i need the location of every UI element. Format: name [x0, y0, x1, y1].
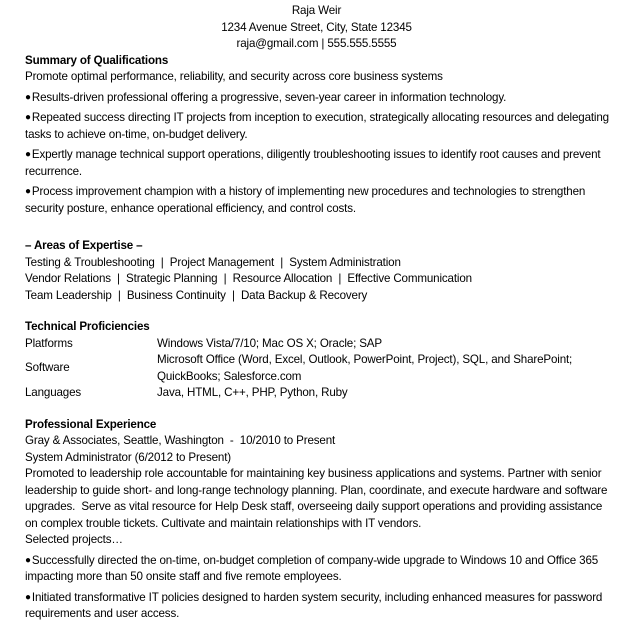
summary-bullet	[25, 110, 615, 143]
experience-section	[25, 417, 611, 623]
summary-bullet-text: Results-driven professional offering a progressive, seven-year career in information technology.	[31, 90, 507, 104]
technical-row-platforms	[25, 336, 608, 353]
technical-section	[25, 319, 608, 402]
summary-bullet	[25, 147, 615, 180]
project-bullet-text: Initiated transformative IT policies designed to harden system security, including enhanced measures for password requirements and user access.	[25, 590, 603, 620]
technical-value: Java, HTML, C++, PHP, Python, Ruby	[157, 386, 348, 399]
summary-section	[25, 53, 608, 218]
project-bullet	[25, 590, 615, 623]
technical-label: Software	[25, 361, 70, 375]
candidate-contact: raja@gmail.com | 555.555.5555	[236, 37, 397, 50]
expertise-heading: – Areas of Expertise –	[25, 239, 143, 252]
technical-label: Platforms	[25, 336, 73, 350]
technical-label: Languages	[25, 386, 82, 399]
resume-header	[25, 3, 608, 53]
experience-job-title: System Administrator (6/2012 to Present)	[25, 450, 231, 464]
technical-value: Microsoft Office (Word, Excel, Outlook, PowerPoint, Project), SQL, and SharePoint; QuickBooks; Salesforce.com	[157, 353, 573, 383]
spacer	[25, 217, 608, 238]
project-bullet-text: Successfully directed the on-time, on-budget completion of company-wide upgrade to Windows 10 and Office 365 impacting more than 50 onsite staff and five remote employees.	[25, 553, 599, 583]
expertise-section	[25, 238, 608, 304]
expertise-row: Team Leadership | Business Continuity | Data Backup & Recovery	[25, 288, 368, 302]
spacer	[25, 304, 608, 319]
bullet-icon: ●	[25, 112, 31, 123]
summary-bullet	[25, 184, 615, 217]
candidate-address: 1234 Avenue Street, City, State 12345	[221, 20, 412, 34]
expertise-row: Testing & Troubleshooting | Project Management | System Administration	[25, 255, 401, 269]
spacer	[25, 402, 608, 417]
candidate-name: Raja Weir	[291, 4, 342, 17]
experience-heading: Professional Experience	[25, 417, 157, 431]
summary-intro: Promote optimal performance, reliability, and security across core business systems	[25, 70, 443, 83]
summary-bullet-text: Expertly manage technical support operations, diligently troubleshooting issues to identify root causes and prevent recurrence.	[25, 148, 601, 178]
summary-heading: Summary of Qualifications	[25, 53, 169, 67]
experience-projects-label: Selected projects…	[25, 533, 123, 546]
experience-employer: Gray & Associates, Seattle, Washington - 10/2010 to Present	[25, 434, 336, 447]
summary-bullet-text: Repeated success directing IT projects from inception to execution, strategically allocating resources and delegating tasks to achieve on-time, on-budget delivery.	[25, 111, 609, 141]
technical-heading: Technical Proficiencies	[25, 320, 150, 333]
technical-value: Windows Vista/7/10; Mac OS X; Oracle; SAP	[157, 336, 382, 350]
bullet-icon: ●	[25, 91, 31, 103]
summary-bullet	[25, 90, 615, 107]
bullet-icon: ●	[25, 149, 31, 160]
project-bullet	[25, 553, 615, 586]
summary-bullet-text: Process improvement champion with a history of implementing new procedures and technologies to strengthen security posture, enhance operational efficiency, and control costs.	[25, 185, 586, 215]
technical-row-languages	[25, 385, 608, 402]
expertise-row: Vendor Relations | Strategic Planning | Resource Allocation | Effective Communication	[25, 272, 472, 285]
bullet-icon: ●	[25, 591, 31, 603]
technical-row-software	[25, 352, 608, 385]
bullet-icon: ●	[25, 186, 31, 197]
experience-description: Promoted to leadership role accountable for maintaining key business applications and systems. Partner with senior leadership to guide short- and long-range technology planning. Plan, coordinate, and execute hardware and software upgrades. Serve as vital resource for Help Desk staff, overseeing daily support operations and providing assistance on complex trouble tickets. Cultivate and maintain relationships with IT vendors.	[25, 467, 611, 530]
bullet-icon: ●	[25, 554, 31, 566]
